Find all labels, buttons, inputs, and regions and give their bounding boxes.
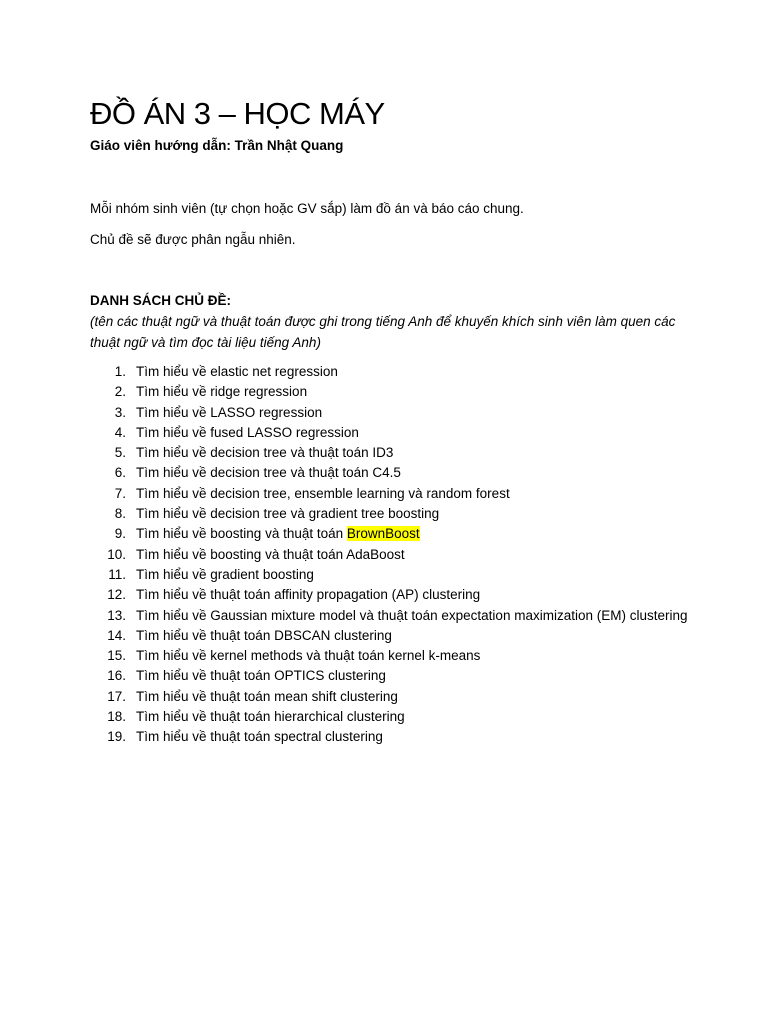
topic-text: Tìm hiểu về elastic net regression xyxy=(136,364,338,379)
topic-item xyxy=(90,403,690,423)
topic-text: Tìm hiểu về Gaussian mixture model và thuật toán expectation maximization (EM) clustering xyxy=(136,607,688,623)
topic-text: Tìm hiểu về thuật toán hierarchical clustering xyxy=(136,709,405,725)
topic-text: Tìm hiểu về decision tree và thuật toán C4.5 xyxy=(136,465,401,481)
topic-number: 6. xyxy=(114,465,126,481)
topic-text: Tìm hiểu về thuật toán affinity propagation (AP) clustering xyxy=(136,587,481,603)
supervisor-line: Giáo viên hướng dẫn: Trần Nhật Quang xyxy=(90,138,344,153)
topic-number: 12. xyxy=(107,587,126,603)
topic-item xyxy=(90,382,690,402)
topic-number: 8. xyxy=(114,506,126,522)
document-title: ĐỒ ÁN 3 – HỌC MÁY xyxy=(90,96,385,131)
topic-item xyxy=(90,463,690,483)
topic-number: 10. xyxy=(107,546,126,562)
topic-text: Tìm hiểu về decision tree và gradient tree boosting xyxy=(136,506,440,522)
topic-text: Tìm hiểu về boosting và thuật toán AdaBoost xyxy=(136,546,405,562)
topic-item xyxy=(90,362,690,382)
topic-item xyxy=(90,727,690,747)
intro-paragraph: Mỗi nhóm sinh viên (tự chọn hoặc GV sắp) làm đồ án và báo cáo chung. xyxy=(90,201,524,216)
topic-text: Tìm hiểu về ridge regression xyxy=(136,384,308,400)
topic-number: 9. xyxy=(114,526,126,542)
topic-text: Tìm hiểu về LASSO regression xyxy=(136,404,323,420)
topic-item xyxy=(90,423,690,443)
topic-item xyxy=(90,606,690,626)
topic-list-heading: DANH SÁCH CHỦ ĐỀ: xyxy=(90,293,231,308)
topic-item xyxy=(90,707,690,727)
topic-text: Tìm hiểu về decision tree, ensemble learning và random forest xyxy=(136,485,510,501)
topic-text: Tìm hiểu về thuật toán spectral clustering xyxy=(136,729,383,745)
topic-item xyxy=(90,646,690,666)
topic-number: 4. xyxy=(114,424,126,440)
assignment-paragraph: Chủ đề sẽ được phân ngẫu nhiên. xyxy=(90,232,296,247)
topic-text: Tìm hiểu về gradient boosting xyxy=(136,566,314,582)
topic-number: 16. xyxy=(107,668,126,684)
topic-number: 14. xyxy=(107,627,126,643)
topic-number: 19. xyxy=(107,729,126,745)
topic-item xyxy=(90,545,690,565)
topic-text: Tìm hiểu về boosting và thuật toán xyxy=(136,526,347,542)
topic-item xyxy=(90,504,690,524)
topic-item xyxy=(90,666,690,686)
topic-list-note: (tên các thuật ngữ và thuật toán được ghi trong tiếng Anh để khuyến khích sinh viên làm quen các thuật ngữ và tìm đọc tài liệu tiếng Anh) xyxy=(90,314,676,350)
topic-item xyxy=(90,484,690,504)
topic-number: 18. xyxy=(107,709,126,725)
topic-text: Tìm hiểu về fused LASSO regression xyxy=(136,424,359,440)
topic-number: 13. xyxy=(107,607,126,623)
topic-number: 7. xyxy=(114,485,126,501)
topic-highlighted-term: BrownBoost xyxy=(346,526,420,542)
topic-number: 3. xyxy=(114,404,126,420)
topic-text: Tìm hiểu về thuật toán DBSCAN clustering xyxy=(136,627,392,643)
topic-text: Tìm hiểu về thuật toán OPTICS clustering xyxy=(136,668,386,684)
topic-item xyxy=(90,443,690,463)
topic-number: 11. xyxy=(108,566,126,582)
topic-number: 5. xyxy=(114,445,126,461)
topic-number: 2. xyxy=(114,384,126,400)
topic-text: Tìm hiểu về decision tree và thuật toán ID3 xyxy=(136,445,394,461)
topic-item xyxy=(90,687,690,707)
topic-number: 1. xyxy=(114,364,126,379)
topic-item xyxy=(90,524,690,544)
topic-list xyxy=(90,362,690,748)
topic-item xyxy=(90,565,690,585)
topic-text: Tìm hiểu về kernel methods và thuật toán kernel k-means xyxy=(136,648,481,664)
topic-item xyxy=(90,585,690,605)
topic-number: 17. xyxy=(107,688,126,704)
topic-number: 15. xyxy=(107,648,126,664)
topic-text: Tìm hiểu về thuật toán mean shift clustering xyxy=(136,688,398,704)
topic-item xyxy=(90,626,690,646)
